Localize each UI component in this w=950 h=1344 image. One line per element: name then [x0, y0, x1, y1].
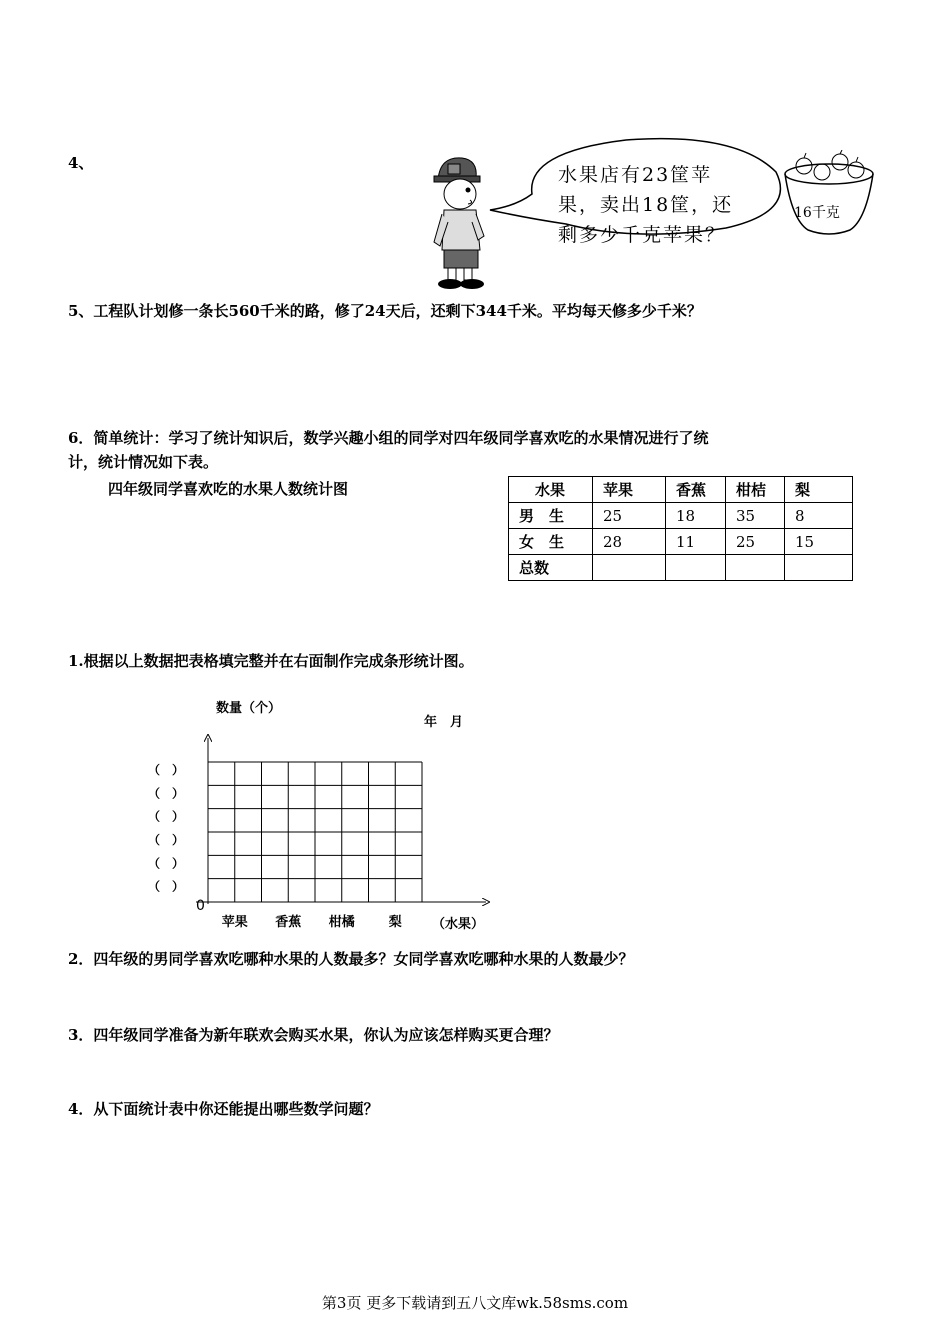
y-tick-label: （ ） — [148, 786, 185, 801]
origin-label: 0 — [196, 898, 205, 914]
bar-chart — [140, 690, 510, 940]
table-cell: 15 — [785, 529, 853, 555]
q6-line1: 6．简单统计：学习了统计知识后，数学兴趣小组的同学对四年级同学喜欢吃的水果情况进行了统 — [68, 429, 709, 447]
table-header: 柑桔 — [726, 477, 785, 503]
table-cell: 8 — [785, 503, 853, 529]
basket-label: 16千克 — [794, 205, 840, 221]
table-header: 香蕉 — [666, 477, 726, 503]
boy-illustration — [428, 150, 494, 292]
table-cell: 总数 — [509, 555, 593, 581]
x-axis-label: （水果） — [432, 917, 485, 932]
y-tick-label: （ ） — [148, 809, 185, 824]
table-cell[interactable] — [785, 555, 853, 581]
table-cell: 11 — [666, 529, 726, 555]
y-axis-label: 数量（个） — [216, 701, 282, 716]
table-cell: 25 — [593, 503, 666, 529]
table-cell: 男 生 — [509, 503, 593, 529]
table-cell[interactable] — [726, 555, 785, 581]
y-tick-label: （ ） — [148, 763, 185, 777]
table-header: 水果 — [509, 477, 593, 503]
table-cell: 35 — [726, 503, 785, 529]
sub-question-1: 1.根据以上数据把表格填完整并在右面制作完成条形统计图。 — [68, 652, 474, 670]
chart-title: 四年级同学喜欢吃的水果人数统计图 — [108, 480, 349, 498]
y-tick-label: （ ） — [148, 833, 185, 847]
x-category-label: 梨 — [388, 915, 402, 930]
page-footer: 第3页 更多下载请到五八文库wk.58sms.com — [321, 1294, 629, 1312]
x-category-label: 柑橘 — [328, 915, 355, 930]
table-header: 苹果 — [593, 477, 666, 503]
sub-question-2: 2．四年级的男同学喜欢吃哪种水果的人数最多？女同学喜欢吃哪种水果的人数最少？ — [68, 950, 634, 968]
chart-grid — [208, 762, 422, 902]
table-row — [509, 529, 853, 555]
table-cell: 25 — [726, 529, 785, 555]
x-category-labels — [222, 914, 402, 930]
table-cell: 女 生 — [509, 529, 593, 555]
x-category-label: 香蕉 — [275, 915, 302, 930]
x-category-label: 苹果 — [221, 915, 248, 930]
table-row — [509, 503, 853, 529]
table-cell: 28 — [593, 529, 666, 555]
q4-number: 4、 — [68, 154, 94, 172]
table-cell[interactable] — [593, 555, 666, 581]
speech-text: 水果店有23筐苹果，卖出18筐，还剩多少千克苹果？ — [558, 164, 734, 246]
y-tick-labels — [148, 762, 184, 894]
statistics-table — [508, 476, 853, 581]
table-header: 梨 — [785, 477, 853, 503]
q5-text: 5、工程队计划修一条长560千米的路，修了24天后，还剩下344千米。平均每天修多少千米？ — [68, 302, 702, 320]
y-tick-label: （ ） — [148, 856, 185, 871]
sub-question-3: 3．四年级同学准备为新年联欢会购买水果，你认为应该怎样购买更合理？ — [68, 1026, 559, 1044]
table-row — [509, 555, 853, 581]
table-cell: 18 — [666, 503, 726, 529]
sub-question-4: 4．从下面统计表中你还能提出哪些数学问题？ — [68, 1100, 379, 1118]
apple-basket-icon — [782, 150, 876, 238]
table-cell[interactable] — [666, 555, 726, 581]
q6-line2: 计，统计情况如下表。 — [68, 453, 219, 471]
chart-date-title: 年 月 — [424, 715, 464, 730]
table-header-row — [509, 477, 853, 503]
y-tick-label: （ ） — [148, 879, 185, 894]
